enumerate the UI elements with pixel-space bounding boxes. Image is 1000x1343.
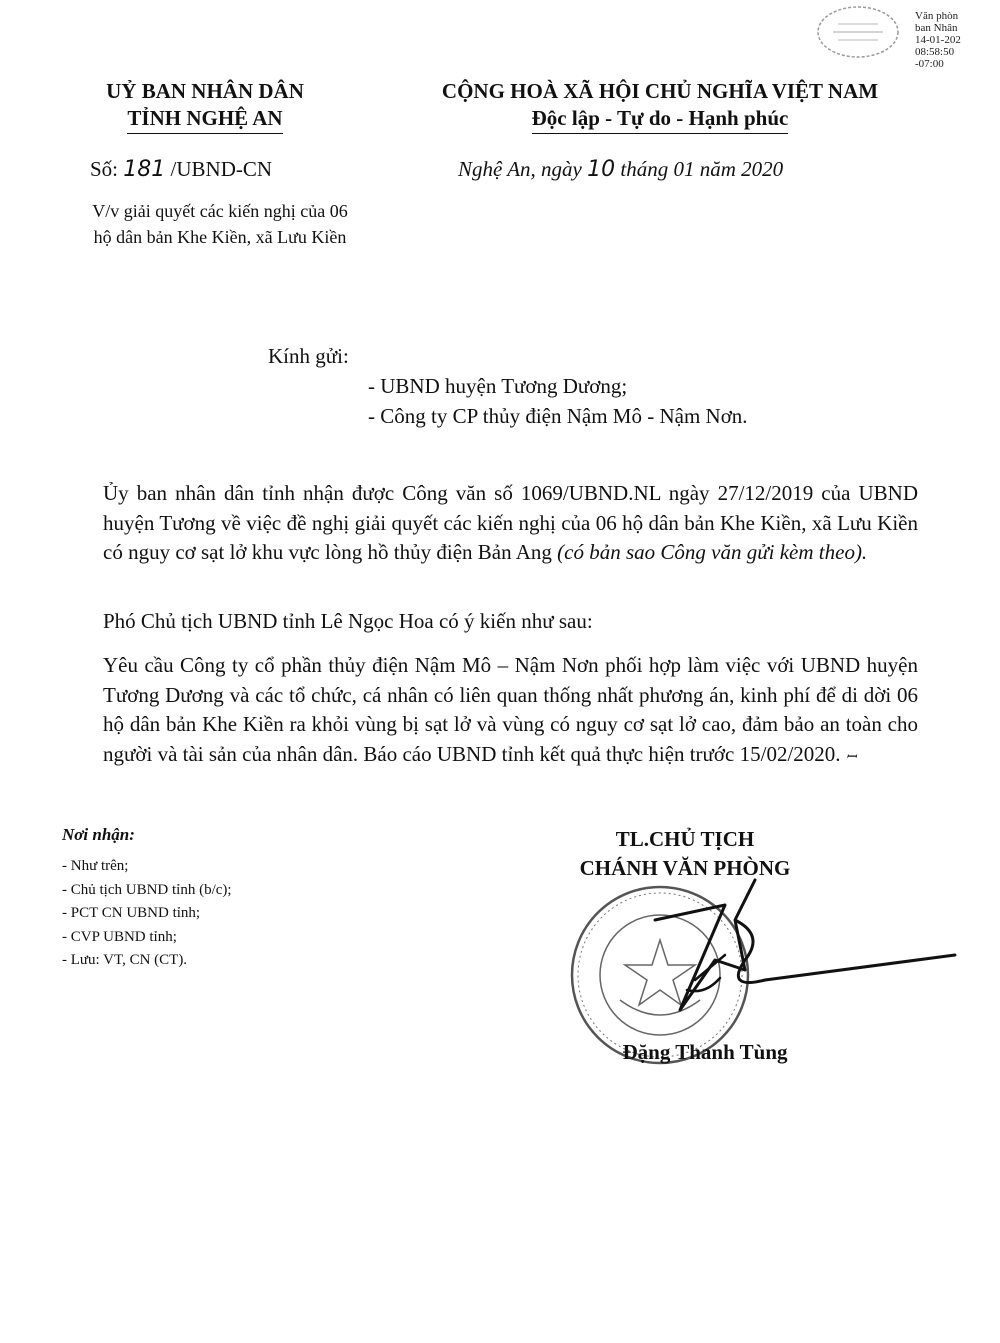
faint-seal-mark bbox=[808, 2, 908, 62]
recipients bbox=[268, 341, 748, 431]
date-line bbox=[458, 157, 783, 182]
subject bbox=[55, 198, 385, 250]
stamp-line: -07:00 bbox=[915, 58, 944, 70]
motto: Độc lập - Tự do - Hạnh phúc bbox=[532, 105, 789, 134]
number-handwritten: 181 bbox=[123, 157, 166, 182]
stamp-line: ban Nhân bbox=[915, 22, 958, 34]
handwritten-signature-icon bbox=[595, 860, 975, 1040]
document-number bbox=[90, 157, 272, 182]
date-suffix: tháng 01 năm 2020 bbox=[620, 157, 784, 181]
end-mark: ꟷ bbox=[845, 749, 857, 765]
recipients-list-title: Nơi nhận: bbox=[62, 825, 135, 844]
nation-line1: CỘNG HOÀ XÃ HỘI CHỦ NGHĨA VIỆT NAM bbox=[441, 79, 879, 103]
number-prefix: Số: bbox=[90, 157, 119, 181]
date-prefix: Nghệ An, ngày bbox=[458, 157, 582, 181]
stamp-line: 08:58:50 bbox=[915, 46, 955, 58]
body-paragraph-2 bbox=[103, 607, 918, 637]
paragraph-text: Ủy ban nhân dân tỉnh nhận được Công văn số 1069/UBND.NL ngày 27/12/2019 của UBND huyện Tương về việc đề nghị giải quyết các kiến nghị của 06 hộ dân bản Khe Kiền, xã Lưu Kiền có nguy cơ sạt lở khu vực lòng hồ thủy điện Bản Ang bbox=[103, 481, 918, 564]
org-line2: TỈNH NGHỆ AN bbox=[127, 105, 282, 134]
list-item: - Lưu: VT, CN (CT). bbox=[62, 952, 188, 968]
recipients-list bbox=[62, 855, 232, 973]
signature-line2: CHÁNH VĂN PHÒNG bbox=[579, 856, 791, 880]
paragraph-text: Phó Chủ tịch UBND tỉnh Lê Ngọc Hoa có ý kiến như sau: bbox=[103, 609, 593, 633]
recipient-item: - Công ty CP thủy điện Nậm Mô - Nậm Nơn. bbox=[368, 404, 748, 428]
subject-line2: hộ dân bản Khe Kiền, xã Lưu Kiền bbox=[93, 227, 347, 247]
list-item: - Như trên; bbox=[62, 858, 129, 874]
org-line1: UỶ BAN NHÂN DÂN bbox=[106, 79, 304, 103]
list-item: - Chủ tịch UBND tỉnh (b/c); bbox=[62, 881, 232, 898]
recipient-item: - UBND huyện Tương Dương; bbox=[368, 374, 628, 398]
date-day: 10 bbox=[587, 157, 616, 182]
list-item: - PCT CN UBND tỉnh; bbox=[62, 905, 201, 921]
body-paragraph-3 bbox=[103, 651, 918, 772]
body-paragraph-1 bbox=[103, 479, 918, 568]
national-header bbox=[395, 78, 925, 134]
digital-signature-stamp bbox=[915, 10, 961, 70]
signer-name: Đặng Thanh Tùng bbox=[622, 1040, 788, 1064]
paragraph-italic: (có bản sao Công văn gửi kèm theo). bbox=[557, 540, 868, 564]
signature-line1: TL.CHỦ TỊCH bbox=[615, 827, 755, 851]
subject-line1: V/v giải quyết các kiến nghị của 06 bbox=[92, 201, 348, 221]
paragraph-text: Yêu cầu Công ty cổ phần thủy điện Nậm Mô – Nậm Nơn phối hợp làm việc với UBND huyện Tương Dương và các tổ chức, cá nhân có liên quan thống nhất phương án, kinh phí để di dời 06 hộ dân bản Khe Kiền ra khỏi vùng bị sạt lở và vùng có nguy cơ sạt lở cao, đảm bảo an toàn cho người và tài sản của nhân dân. Báo cáo UBND tỉnh kết quả thực hiện trước 15/02/2020. bbox=[103, 653, 918, 766]
recipients-label: Kính gửi: bbox=[268, 344, 349, 368]
org-header bbox=[60, 78, 350, 134]
list-item: - CVP UBND tỉnh; bbox=[62, 928, 177, 945]
number-suffix: /UBND-CN bbox=[170, 157, 273, 181]
stamp-line: 14-01-202 bbox=[915, 34, 961, 46]
stamp-line: Văn phòn bbox=[915, 10, 959, 22]
